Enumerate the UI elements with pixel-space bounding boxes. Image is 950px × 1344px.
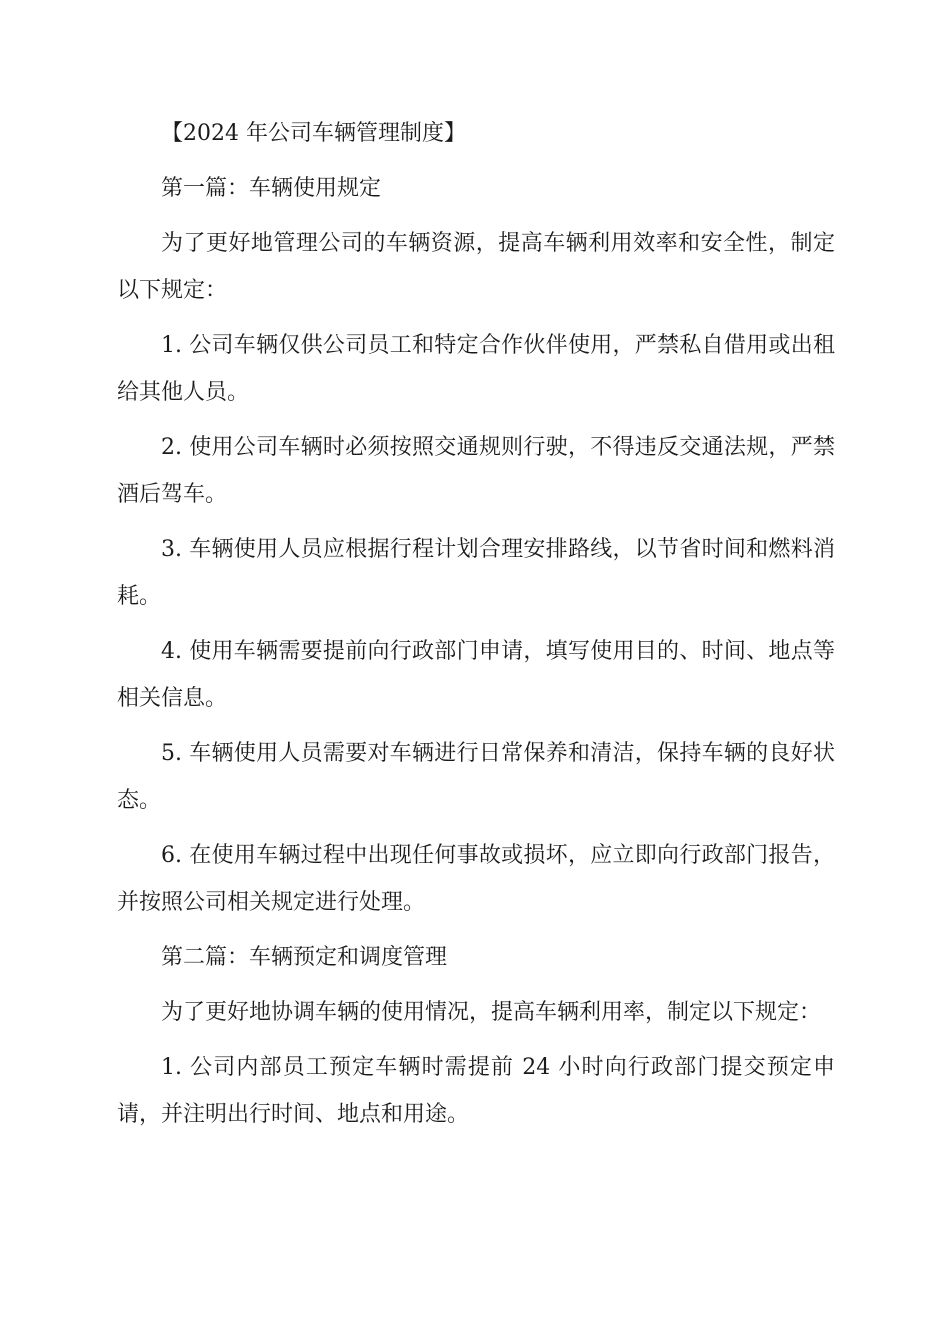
section-2-intro: 为了更好地协调车辆的使用情况，提高车辆利用率，制定以下规定： [161, 1000, 822, 1025]
rule-item: 6. 在使用车辆过程中出现任何事故或损坏，应立即向行政部门报告，并按照公司相关规定进行处理。 [117, 843, 835, 915]
section-heading-2: 第二篇：车辆预定和调度管理 [161, 945, 448, 970]
rule-item: 1. 公司车辆仅供公司员工和特定合作伙伴使用，严禁私自借用或出租给其他人员。 [117, 333, 835, 405]
rule-item: 4. 使用车辆需要提前向行政部门申请，填写使用目的、时间、地点等相关信息。 [117, 639, 835, 711]
rule-item: 2. 使用公司车辆时必须按照交通规则行驶，不得违反交通法规，严禁酒后驾车。 [117, 435, 835, 507]
section-1-intro: 为了更好地管理公司的车辆资源，提高车辆利用效率和安全性，制定以下规定： [117, 231, 835, 303]
rule-item: 1. 公司内部员工预定车辆时需提前 24 小时向行政部门提交预定申请，并注明出行时间、地点和用途。 [117, 1055, 835, 1127]
document-body [117, 110, 835, 1146]
rule-item: 5. 车辆使用人员需要对车辆进行日常保养和清洁，保持车辆的良好状态。 [117, 741, 835, 813]
section-heading-1: 第一篇：车辆使用规定 [161, 176, 382, 201]
document-title: 【2024 年公司车辆管理制度】 [161, 121, 466, 146]
rule-item: 3. 车辆使用人员应根据行程计划合理安排路线，以节省时间和燃料消耗。 [117, 537, 835, 609]
